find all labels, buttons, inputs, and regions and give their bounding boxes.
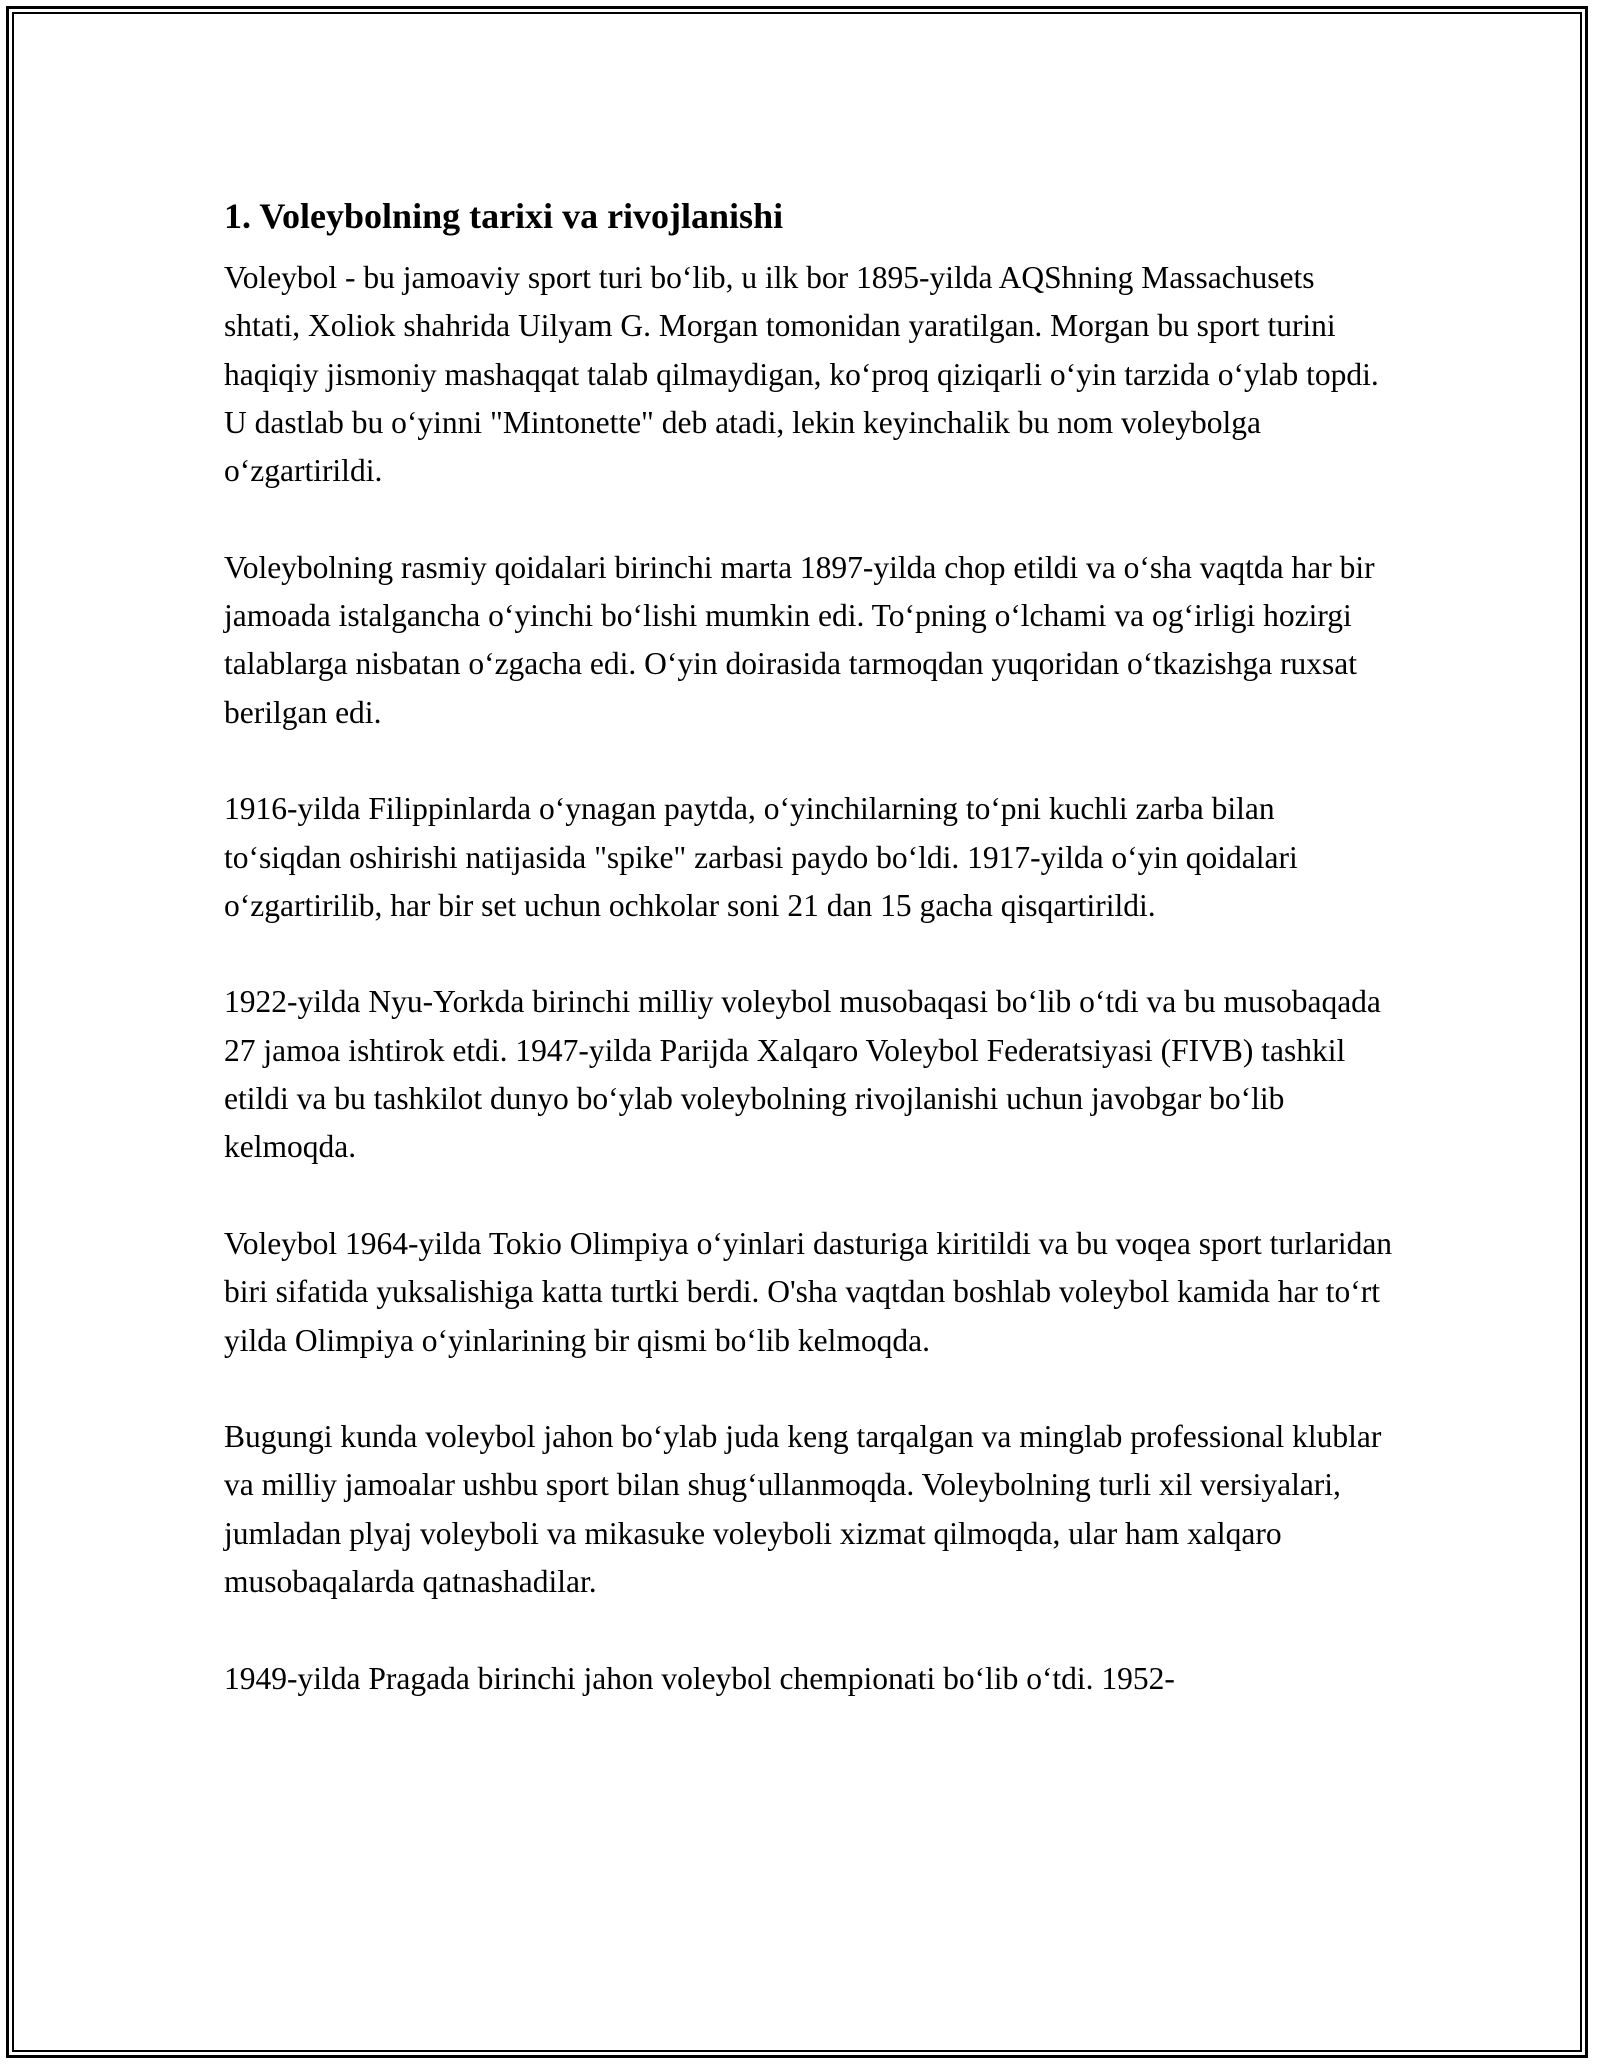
document-body <box>224 184 1394 1751</box>
paragraph-7: 1949-yilda Pragada birinchi jahon voleybol chempionati boʻlib oʻtdi. 1952- <box>224 1660 1175 1696</box>
paragraph-4: 1922-yilda Nyu-Yorkda birinchi milliy voleybol musobaqasi boʻlib oʻtdi va bu musobaqada 27 jamoa ishtirok etdi. 1947-yilda Parijda Xalqaro Voleybol Federatsiyasi (FIVB) tashkil etildi va bu tashkilot dunyo boʻylab voleybolning rivojlanishi uchun javobgar boʻlib kelmoqda. <box>224 984 1381 1165</box>
paragraph-2: Voleybolning rasmiy qoidalari birinchi marta 1897-yilda chop etildi va oʻsha vaqtda har bir jamoada istalgancha oʻyinchi boʻlishi mumkin edi. Toʻpning oʻlchami va ogʻirligi hozirgi talablarga nisbatan oʻzgacha edi. Oʻyin doirasida tarmoqdan yuqoridan oʻtkazishga ruxsat berilgan edi. <box>224 549 1375 730</box>
paragraph-1: Voleybol - bu jamoaviy sport turi boʻlib, u ilk bor 1895-yilda AQShning Massachusets shtati, Xoliok shahrida Uilyam G. Morgan tomonidan yaratilgan. Morgan bu sport turini haqiqiy jismoniy mashaqqat talab qilmaydigan, koʻproq qiziqarli oʻyin tarzida oʻylab topdi. U dastlab bu oʻyinni "Mintonette" deb atadi, lekin keyinchalik bu nom voleybolga oʻzgartirildi. <box>224 260 1379 489</box>
paragraph-3: 1916-yilda Filippinlarda oʻynagan paytda, oʻyinchilarning toʻpni kuchli zarba bilan toʻsiqdan oshirishi natijasida "spike" zarbasi paydo boʻldi. 1917-yilda oʻyin qoidalari oʻzgartirilib, har bir set uchun ochkolar soni 21 dan 15 gacha qisqartirildi. <box>224 791 1298 923</box>
paragraph-6: Bugungi kunda voleybol jahon boʻylab juda keng tarqalgan va minglab professional klublar va milliy jamoalar ushbu sport bilan shugʻullanmoqda. Voleybolning turli xil versiyalari, jumladan plyaj voleyboli va mikasuke voleyboli xizmat qilmoqda, ular ham xalqaro musobaqalarda qatnashadilar. <box>224 1419 1382 1600</box>
section-heading: 1. Voleybolning tarixi va rivojlanishi <box>224 196 784 236</box>
paragraph-5: Voleybol 1964-yilda Tokio Olimpiya oʻyinlari dasturiga kiritildi va bu voqea sport turlaridan biri sifatida yuksalishiga katta turtki berdi. O'sha vaqtdan boshlab voleybol kamida har toʻrt yilda Olimpiya oʻyinlarining bir qismi boʻlib kelmoqda. <box>224 1225 1393 1358</box>
